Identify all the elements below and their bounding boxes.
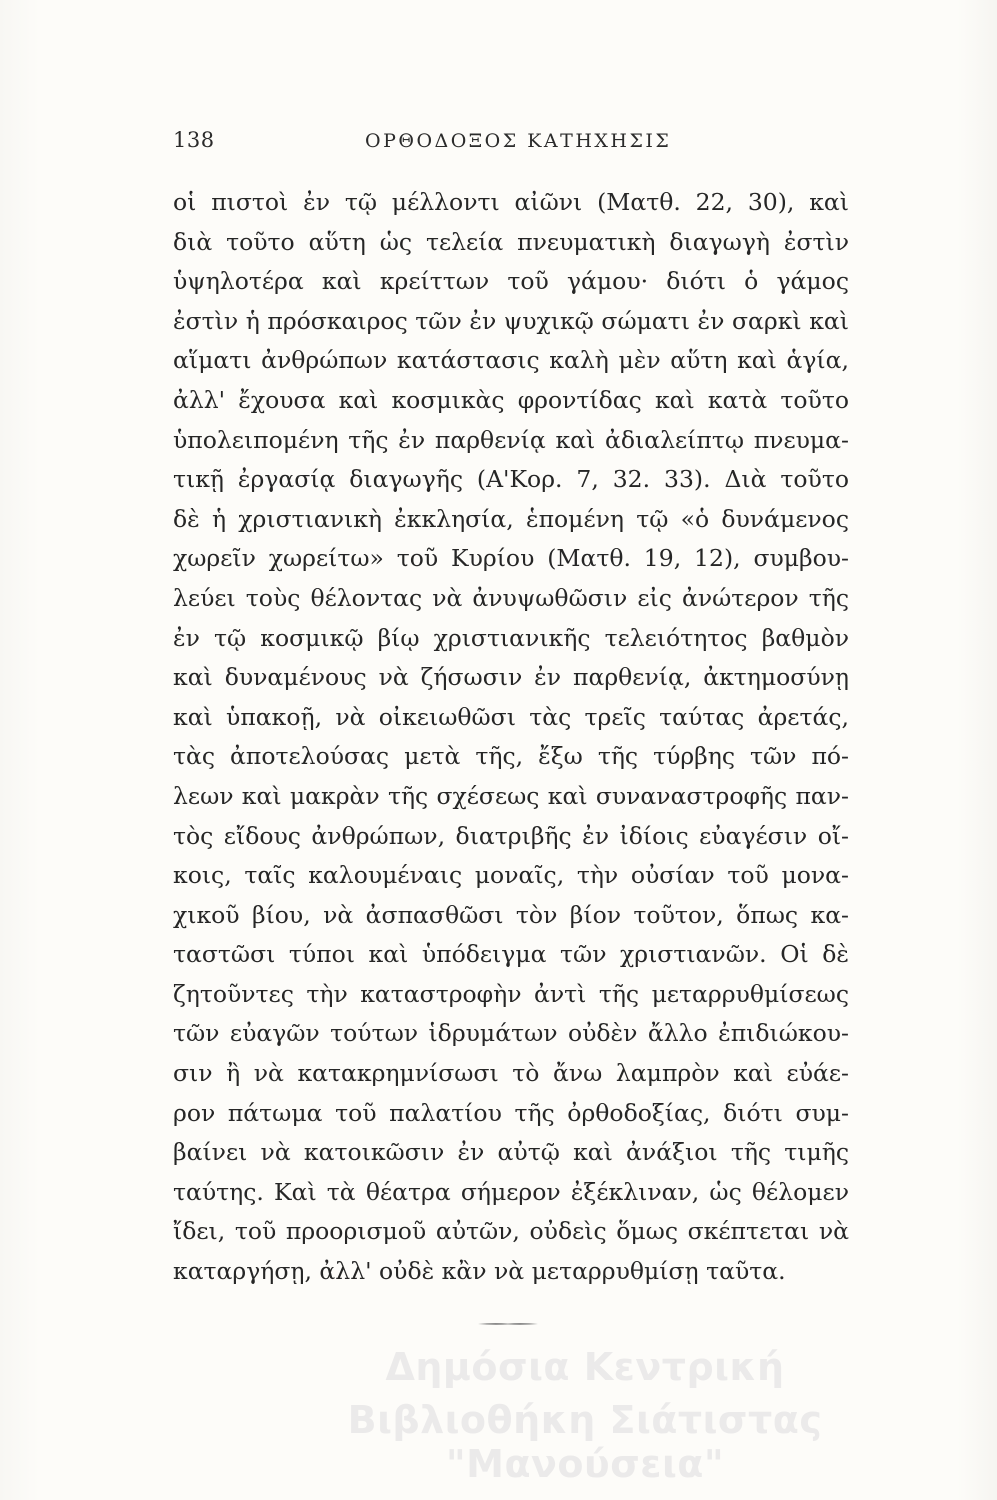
- page-number: 138: [173, 128, 215, 152]
- text-line: ταύτης. Καὶ τὰ θέατρα σήμερον ἐξέκλιναν, ὡς θέλομεν: [173, 1177, 849, 1206]
- end-ornament: [478, 1322, 538, 1326]
- text-line: χικοῦ βίου, νὰ ἀσπασθῶσι τὸν βίον τοῦτον, ὅπως κα-: [173, 900, 849, 929]
- text-line: λεύει τοὺς θέλοντας νὰ ἀνυψωθῶσιν εἰς ἀνώτερον τῆς: [173, 583, 849, 612]
- text-line: ἐστὶν ἡ πρόσκαιρος τῶν ἐν ψυχικῷ σώματι ἐν σαρκὶ καὶ: [173, 306, 849, 335]
- text-line: τὸς εἴδους ἀνθρώπων, διατριβῆς ἐν ἰδίοις εὐαγέσιν οἴ-: [173, 821, 849, 850]
- text-line: ταστῶσι τύποι καὶ ὑπόδειγμα τῶν χριστιανῶν. Οἱ δὲ: [173, 940, 849, 969]
- text-line: ζητοῦντες τὴν καταστροφὴν ἀντὶ τῆς μεταρρυθμίσεως: [173, 979, 849, 1008]
- text-line: τικῇ ἐργασίᾳ διαγωγῆς (Α'Κορ. 7, 32. 33). Διὰ τοῦτο: [173, 465, 849, 494]
- text-line: βαίνει νὰ κατοικῶσιν ἐν αὐτῷ καὶ ἀνάξιοι τῆς τιμῆς: [173, 1138, 849, 1167]
- text-line: ρον πάτωμα τοῦ παλατίου τῆς ὀρθοδοξίας, διότι συμ-: [173, 1098, 849, 1127]
- text-line: οἱ πιστοὶ ἐν τῷ μέλλοντι αἰῶνι (Ματθ. 22, 30), καὶ: [173, 188, 849, 216]
- text-line: διὰ τοῦτο αὕτη ὡς τελεία πνευματικὴ διαγωγὴ ἐστὶν: [173, 227, 849, 256]
- text-line: ὑψηλοτέρα καὶ κρείττων τοῦ γάμου· διότι ὁ γάμος: [173, 267, 849, 296]
- text-line: δὲ ἡ χριστιανικὴ ἐκκλησία, ἑπομένη τῷ «ὁ δυνάμενος: [173, 504, 849, 533]
- text-line: ὑπολειπομένη τῆς ἐν παρθενίᾳ καὶ ἀδιαλείπτῳ πνευμα-: [173, 425, 849, 454]
- text-line: λεων καὶ μακρὰν τῆς σχέσεως καὶ συναναστροφῆς παν-: [173, 781, 849, 810]
- text-line: καὶ ὑπακοῇ, νὰ οἰκειωθῶσι τὰς τρεῖς ταύτας ἀρετάς,: [173, 702, 849, 731]
- text-line: χωρεῖν χωρείτω» τοῦ Κυρίου (Ματθ. 19, 12), συμβου-: [173, 544, 849, 573]
- running-title: ΟΡΘΟΔΟΞΟΣ ΚΑΤΗΧΗΣΙΣ: [365, 130, 672, 152]
- text-line: κοις, ταῖς καλουμέναις μοναῖς, τὴν οὐσίαν τοῦ μονα-: [173, 861, 849, 890]
- body-text: [173, 183, 849, 1292]
- text-line: σιν ἢ νὰ κατακρημνίσωσι τὸ ἄνω λαμπρὸν καὶ εὐάε-: [173, 1059, 849, 1088]
- text-line: καὶ δυναμένους νὰ ζήσωσιν ἐν παρθενίᾳ, ἀκτημοσύνῃ: [173, 663, 849, 692]
- library-watermark-line2: Βιβλιοθήκη Σιάτιστας "Μανούσεια": [347, 1398, 823, 1486]
- page-header: [173, 128, 853, 162]
- text-line: τῶν εὐαγῶν τούτων ἱδρυμάτων οὐδὲν ἄλλο ἐπιδιώκου-: [173, 1019, 849, 1048]
- text-line: τὰς ἀποτελούσας μετὰ τῆς, ἔξω τῆς τύρβης τῶν πό-: [173, 742, 849, 771]
- text-line: αἵματι ἀνθρώπων κατάστασις καλὴ μὲν αὕτη καὶ ἁγία,: [173, 346, 849, 375]
- text-line: ἀλλ' ἔχουσα καὶ κοσμικὰς φροντίδας καὶ κατὰ τοῦτο: [173, 385, 849, 414]
- text-line-last: καταργήσῃ, ἀλλ' οὐδὲ κἂν νὰ μεταρρυθμίσῃ ταῦτα.: [173, 1257, 786, 1286]
- text-line: ἴδει, τοῦ προορισμοῦ αὐτῶν, οὐδεὶς ὅμως σκέπτεται νὰ: [173, 1217, 849, 1246]
- library-watermark-line1: Δημόσια Κεντρική: [385, 1345, 785, 1389]
- text-line: ἐν τῷ κοσμικῷ βίῳ χριστιανικῆς τελειότητος βαθμὸν: [173, 623, 849, 652]
